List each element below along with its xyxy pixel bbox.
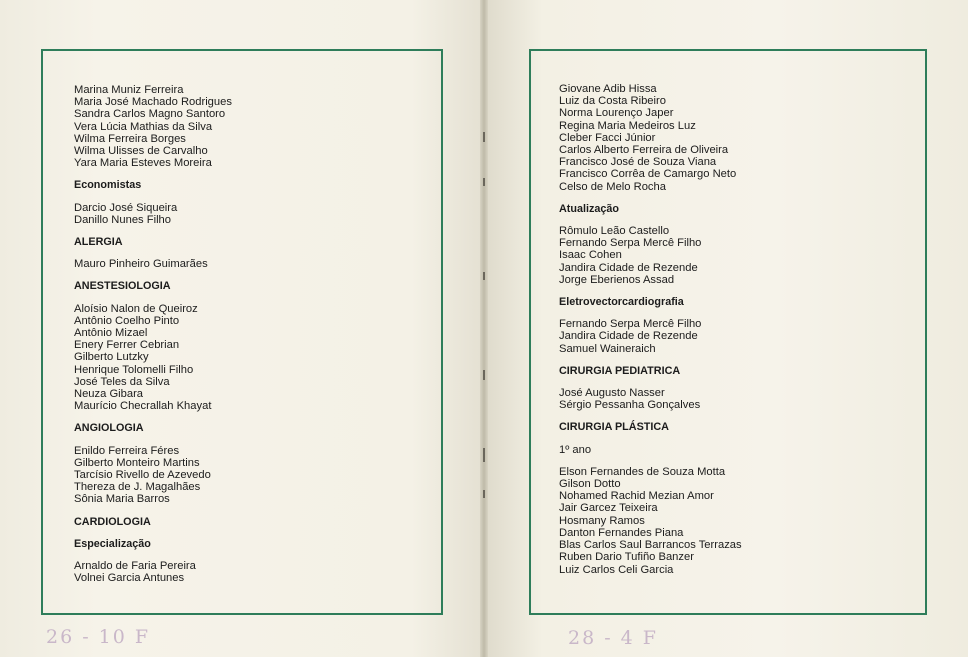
name-list [74, 303, 434, 413]
list-item: Gilberto Monteiro Martins [74, 456, 200, 469]
list-item: Gilson Dotto [559, 478, 621, 491]
list-item: Neuza Gibara [74, 388, 144, 401]
right-page-content [559, 83, 919, 576]
list-item: Fernando Serpa Mercê Filho [559, 318, 702, 331]
list-item: Rômulo Leão Castello [559, 225, 670, 238]
list-item: Yara Maria Esteves Moreira [74, 157, 212, 170]
list-item: Mauro Pinheiro Guimarães [74, 258, 208, 271]
section-note: 1º ano [559, 443, 592, 456]
list-item: Cleber Facci Júnior [559, 131, 656, 144]
list-item: Enery Ferrer Cebrian [74, 339, 180, 352]
list-item: Francisco José de Souza Viana [559, 156, 717, 169]
name-list [559, 83, 919, 193]
list-item: Jair Garcez Teixeira [559, 502, 658, 515]
list-item: Celso de Melo Rocha [559, 180, 666, 193]
list-item: Giovane Adib Hissa [559, 83, 657, 95]
list-item: Nohamed Rachid Mezian Amor [559, 490, 714, 503]
list-item: Danton Fernandes Piana [559, 526, 684, 539]
list-item: Darcio José Siqueira [74, 201, 178, 214]
section-heading: ALERGIA [74, 236, 123, 249]
section-heading: ANGIOLOGIA [74, 422, 144, 435]
section-heading: CIRURGIA PEDIATRICA [559, 364, 681, 377]
list-item: Norma Lourenço Japer [559, 107, 674, 120]
binding-stitch [483, 370, 485, 380]
list-item: Gilberto Lutzky [74, 351, 149, 364]
binding-stitch [483, 448, 485, 462]
list-item: Ruben Dario Tufiño Banzer [559, 551, 694, 564]
list-item: Tarcísio Rivello de Azevedo [74, 469, 211, 482]
section-heading: Atualização [559, 202, 619, 215]
list-item: Fernando Serpa Mercê Filho [559, 237, 702, 250]
list-item: Marina Muniz Ferreira [74, 84, 184, 96]
section-heading: Eletrovectorcardiografia [559, 296, 684, 309]
book-gutter [480, 0, 488, 657]
name-list [559, 318, 919, 355]
list-item: Samuel Waineraich [559, 342, 656, 355]
list-item: Francisco Corrêa de Camargo Neto [559, 168, 737, 181]
list-item: Elson Fernandes de Souza Motta [559, 465, 726, 478]
name-list [559, 466, 919, 576]
list-item: Luiz Carlos Celi Garcia [559, 563, 674, 576]
list-item: Luiz da Costa Ribeiro [559, 95, 666, 108]
list-item: Danillo Nunes Filho [74, 213, 172, 226]
name-list [74, 560, 434, 584]
list-item: Arnaldo de Faria Pereira [74, 560, 196, 573]
handwritten-page-note-left: 26 - 10 F [46, 626, 151, 648]
left-page-content [74, 84, 434, 585]
name-list [74, 202, 434, 226]
list-item: Hosmany Ramos [559, 514, 645, 527]
section-heading: CIRURGIA PLÁSTICA [559, 421, 669, 434]
list-item: Antônio Coelho Pinto [74, 314, 180, 327]
binding-stitch [483, 178, 485, 186]
list-item: Isaac Cohen [559, 249, 622, 262]
list-item: Henrique Tolomelli Filho [74, 363, 194, 376]
handwritten-page-note-right: 28 - 4 F [568, 627, 658, 649]
list-item: Enildo Ferreira Féres [74, 444, 180, 457]
list-item: Jandira Cidade de Rezende [559, 261, 698, 274]
list-item: Sérgio Pessanha Gonçalves [559, 399, 701, 412]
name-list [74, 445, 434, 506]
list-item: Sandra Carlos Magno Santoro [74, 108, 226, 121]
name-list [559, 387, 919, 411]
list-item: Thereza de J. Magalhães [74, 481, 201, 494]
list-item: Maurício Checrallah Khayat [74, 400, 212, 413]
list-item: Volnei Garcia Antunes [74, 572, 185, 585]
list-item: Jandira Cidade de Rezende [559, 330, 698, 343]
list-item: Wilma Ulisses de Carvalho [74, 145, 208, 158]
section-heading: Economistas [74, 179, 142, 192]
list-item: Antônio Mizael [74, 327, 148, 340]
section-heading: ANESTESIOLOGIA [74, 280, 171, 293]
list-item: Carlos Alberto Ferreira de Oliveira [559, 144, 729, 157]
list-item: José Augusto Nasser [559, 387, 665, 400]
section-heading: Especialização [74, 537, 151, 550]
list-item: José Teles da Silva [74, 375, 170, 388]
binding-stitch [483, 272, 485, 280]
binding-stitch [483, 132, 485, 142]
name-list [74, 84, 434, 169]
name-list [74, 258, 434, 270]
list-item: Aloísio Nalon de Queiroz [74, 302, 198, 315]
list-item: Vera Lúcia Mathias da Silva [74, 120, 213, 133]
list-item: Wilma Ferreira Borges [74, 132, 186, 145]
section-heading: CARDIOLOGIA [74, 515, 151, 528]
list-item: Sônia Maria Barros [74, 493, 170, 506]
list-item: Maria José Machado Rodrigues [74, 96, 232, 109]
list-item: Blas Carlos Saul Barrancos Terrazas [559, 539, 742, 552]
binding-stitch [483, 490, 485, 498]
list-item: Regina Maria Medeiros Luz [559, 119, 696, 132]
list-item: Jorge Eberienos Assad [559, 273, 675, 286]
name-list [559, 225, 919, 286]
